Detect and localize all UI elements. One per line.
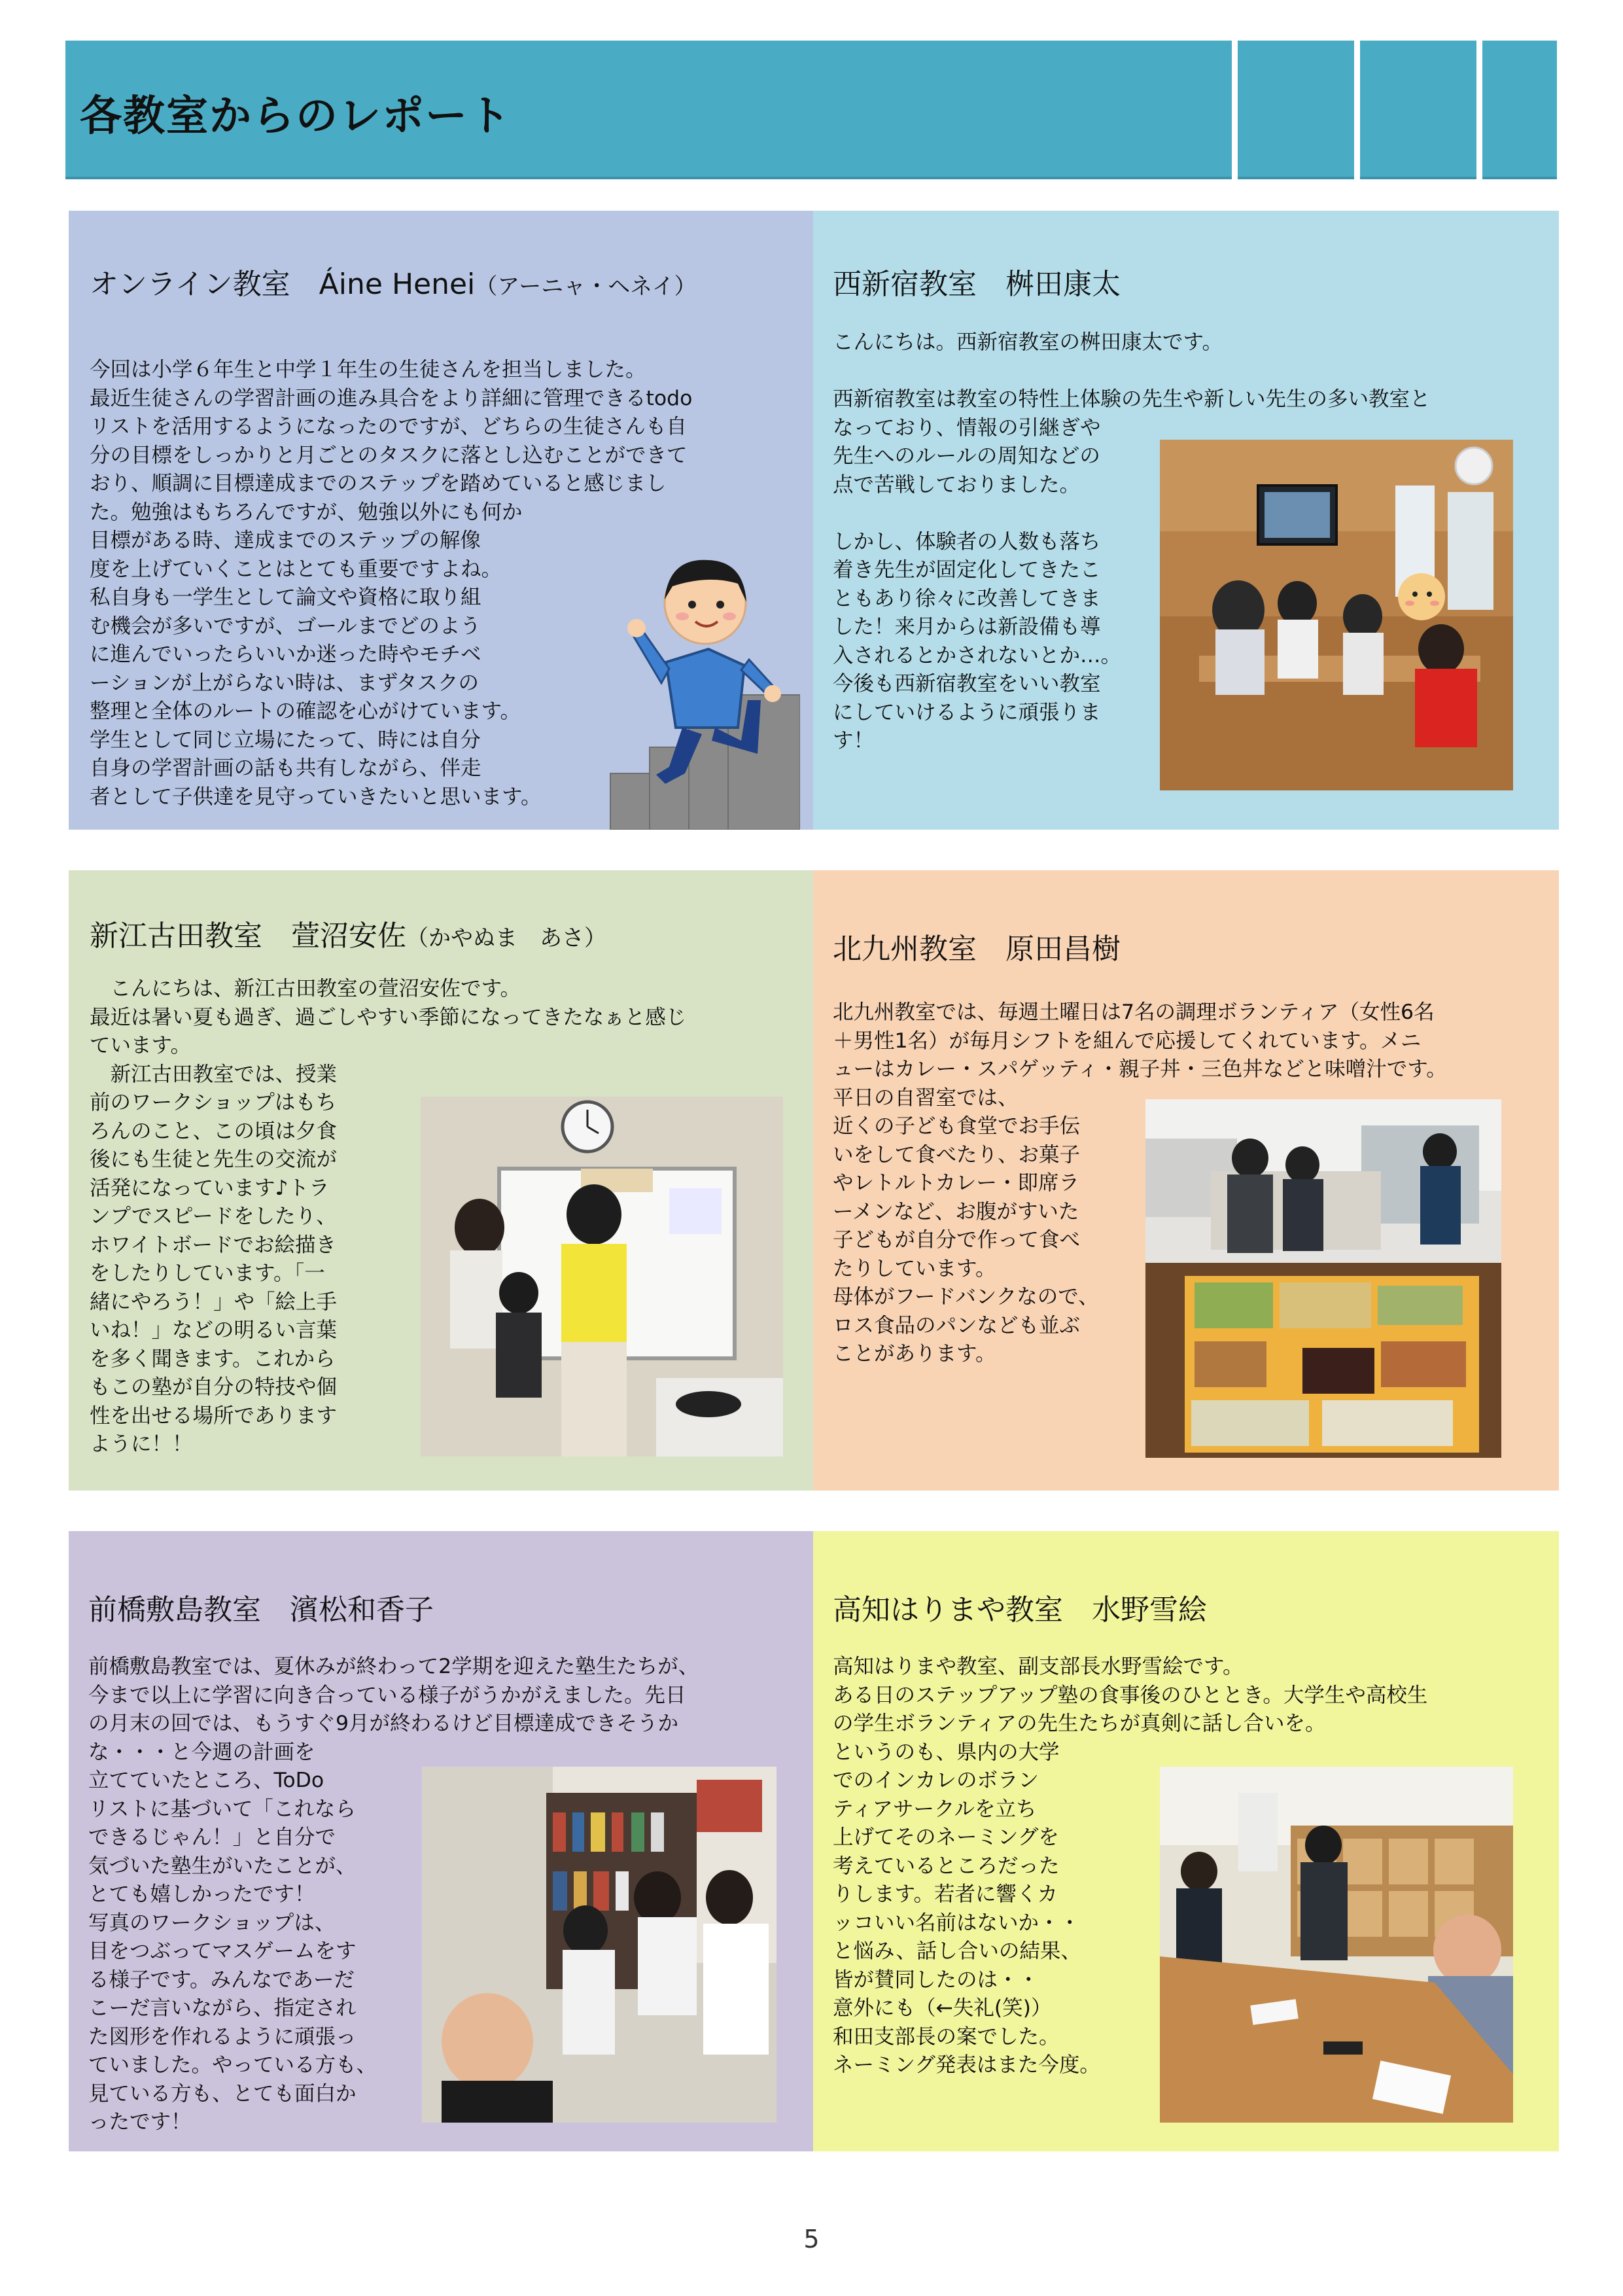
panel-title: 北九州教室 原田昌樹: [833, 932, 1121, 966]
text-line: 前橋敷島教室では、夏休みが終わって2学期を迎えた塾生たちが、: [88, 1655, 699, 1678]
text-line: と悩み、話し合いの結果、: [833, 1939, 1081, 1963]
text-line: いね！」などの明るい言葉: [90, 1318, 338, 1342]
text-line: 和田支部長の案でした。: [833, 2024, 1060, 2049]
text-line: ともあり徐々に改善してきま: [833, 586, 1101, 610]
title-sub: （アーニャ・ヘネイ）: [475, 274, 697, 300]
text-line: の月末の回では、もうすぐ9月が終わるけど目標達成できそうか: [88, 1712, 679, 1735]
text-line: 新江古田教室では、授業: [90, 1062, 338, 1086]
header-block: [1360, 41, 1476, 179]
text-line: 整理と全体のルートの確認を心がけています。: [90, 699, 521, 723]
page-number: 5: [803, 2225, 820, 2253]
text-line: ていました。やっている方も、: [88, 2053, 377, 2077]
classroom-photo: [1160, 440, 1513, 790]
text-line: にしていけるように頑張りま: [833, 700, 1101, 724]
title-sub: （かやぬま あさ）: [406, 925, 606, 951]
text-line: 今まで以上に学習に向き合っている様子がうかがえました。先日: [88, 1683, 686, 1707]
header-block: [1238, 41, 1354, 179]
text-line: ホワイトボードでお絵描き: [90, 1233, 337, 1257]
panel-kitakyushu: [813, 870, 1559, 1491]
text-line: 私自身も一学生として論文や資格に取り組: [90, 586, 481, 609]
text-line: ています。: [90, 1034, 191, 1057]
text-line: た。勉強はもちろんですが、勉強以外にも何か: [90, 500, 523, 524]
text-line: 入されるとかされないとか…。: [833, 643, 1122, 667]
text-line: 分の目標をしっかりと月ごとのタスクに落とし込むことができて: [90, 443, 688, 467]
text-line: 自身の学習計画の話も共有しながら、伴走: [90, 756, 481, 780]
text-line: 目をつぶってマスゲームをす: [88, 1939, 357, 1963]
text-line: ように！！: [90, 1432, 193, 1456]
text-line: ことがあります。: [833, 1342, 996, 1366]
text-line: む機会が多いですが、ゴールまでどのよう: [90, 614, 481, 638]
text-line: こんにちは、新江古田教室の萱沼安佐です。: [90, 977, 521, 1000]
text-line: 北九州教室では、毎週土曜日は7名の調理ボランティア（女性6名: [833, 1000, 1435, 1024]
text-line: 前のワークショップはもち: [90, 1091, 337, 1114]
text-line: の学生ボランティアの先生たちが真剣に話し合いを。: [833, 1712, 1326, 1735]
panel-title: [90, 912, 606, 954]
panel-text: [90, 356, 692, 811]
panel-title: [90, 260, 697, 302]
text-line: たりしています。: [833, 1256, 996, 1280]
title-main: オンライン教室 Áine Henei: [90, 268, 476, 301]
text-line: 母体がフードバンクなので、: [833, 1285, 1099, 1309]
text-line: 写真のワークショップは、: [88, 1911, 336, 1935]
panel-title: 高知はりまや教室 水野雪絵: [833, 1593, 1207, 1627]
text-line: 者として子供達を見守っていきたいと思います。: [90, 785, 542, 809]
text-line: 子どもが自分で作って食べ: [833, 1228, 1081, 1252]
text-line: 平日の自習室では、: [833, 1086, 1019, 1110]
text-line: を多く聞きます。これから: [90, 1347, 336, 1371]
title-main: 新江古田教室 萱沼安佐: [90, 919, 406, 953]
text-line: 高知はりまや教室、副支部長水野雪絵です。: [833, 1655, 1244, 1678]
text-line: できるじゃん！」と自分で: [88, 1826, 336, 1849]
text-line: こんにちは。西新宿教室の桝田康太です。: [833, 330, 1223, 354]
student-climbing-stairs-illustration: [604, 531, 800, 830]
text-line: ＋男性1名）が毎月シフトを組んで応援してくれています。メニ: [833, 1029, 1422, 1053]
text-line: りします。若者に響くカ: [833, 1882, 1058, 1906]
text-line: に進んでいったらいいか迷った時やモチベ: [90, 643, 481, 666]
page-header: [65, 41, 1232, 179]
text-line: ろんのこと、この頃は夕食: [90, 1119, 338, 1143]
text-line: リストに基づいて「これなら: [88, 1797, 356, 1821]
text-line: 意外にも（←失礼(笑)）: [833, 1996, 1052, 2020]
text-line: 立てていたところ、ToDo: [88, 1769, 324, 1792]
text-line: る様子です。みんなであーだ: [88, 1968, 355, 1992]
text-line: 今回は小学６年生と中学１年生の生徒さんを担当しました。: [90, 358, 646, 381]
text-line: なっており、情報の引継ぎや: [833, 415, 1101, 440]
text-line: 後にも生徒と先生の交流が: [90, 1148, 338, 1171]
text-line: というのも、県内の大学: [833, 1740, 1060, 1764]
page-title: 各教室からのレポート: [80, 92, 512, 141]
text-line: す！: [833, 729, 875, 752]
text-line: ンプでスピードをしたり、: [90, 1205, 337, 1228]
text-line: 上げてそのネーミングを: [833, 1826, 1059, 1849]
text-line: しかし、体験者の人数も落ち: [833, 529, 1101, 554]
text-line: ューはカレー・スパゲッティ・親子丼・三色丼などと味噌汁です。: [833, 1057, 1447, 1081]
text-line: をしたりしています。「一: [90, 1262, 325, 1285]
text-line: 皆が賛同したのは・・: [833, 1968, 1039, 1992]
text-line: おり、順調に目標達成までのステップを踏めていると感じまし: [90, 472, 667, 495]
text-line: した！来月からは新設備も導: [833, 615, 1101, 639]
text-line: 気づいた塾生がいたことが、: [88, 1854, 357, 1878]
panel-shinegota: [69, 870, 813, 1491]
text-line: な・・・と今週の計画を: [88, 1740, 315, 1764]
text-line: 緒にやろう！」や「絵上手: [90, 1290, 338, 1314]
text-line: 考えているところだった: [833, 1854, 1060, 1878]
text-line: こーだ言いながら、指定され: [88, 1996, 357, 2020]
text-line: ーションが上がらない時は、まずタスクの: [90, 671, 480, 695]
whiteboard-photo: [421, 1097, 783, 1457]
text-line: 度を上げていくことはとても重要ですよね。: [90, 557, 502, 581]
text-line: 学生として同じ立場にたって、時には自分: [90, 728, 481, 752]
text-line: とても嬉しかったです！: [88, 1882, 315, 1906]
text-line: やレトルトカレー・即席ラ: [833, 1171, 1080, 1195]
text-line: た図形を作れるように頑張っ: [88, 2024, 357, 2049]
text-line: 先生へのルールの周知などの: [833, 444, 1100, 468]
text-line: ネーミング発表はまた今度。: [833, 2053, 1100, 2077]
text-line: 今後も西新宿教室をいい教室: [833, 672, 1101, 696]
panel-nishishinjuku: [813, 211, 1559, 830]
text-line: ーメンなど、お腹がすいた: [833, 1199, 1079, 1224]
food-table-photo: [1145, 1099, 1501, 1458]
text-line: ティアサークルを立ち: [833, 1797, 1037, 1821]
text-line: でのインカレのボラン: [833, 1769, 1039, 1792]
text-line: 点で苦戦しておりました。: [833, 472, 1081, 497]
text-line: 目標がある時、達成までのステップの解像: [90, 529, 481, 552]
workshop-photo: [422, 1767, 777, 2123]
panel-title: 前橋敷島教室 濱松和香子: [88, 1593, 434, 1627]
text-line: 活発になっています♪トラ: [90, 1176, 330, 1200]
text-line: リストを活用するようになったのですが、どちらの生徒さんも自: [90, 415, 687, 438]
text-line: 最近は暑い夏も過ぎ、過ごしやすい季節になってきたなぁと感じ: [90, 1005, 687, 1029]
text-line: ッコいい名前はないか・・: [833, 1911, 1081, 1935]
text-line: [833, 357, 1431, 386]
meeting-photo: [1160, 1767, 1513, 2123]
text-line: いをして食べたり、お菓子: [833, 1142, 1081, 1167]
text-line: 性を出せる場所であります: [90, 1404, 338, 1428]
panel-title: 西新宿教室 桝田康太: [833, 268, 1121, 301]
panel-maebashi: [69, 1531, 813, 2151]
text-line: 着き先生が固定化してきたこ: [833, 558, 1101, 582]
text-line: ったです！: [88, 2110, 192, 2134]
text-line: 最近生徒さんの学習計画の進み具合をより詳細に管理できるtodo: [90, 386, 693, 410]
text-line: ロス食品のパンなども並ぶ: [833, 1313, 1081, 1337]
text-line: 西新宿教室は教室の特性上体験の先生や新しい先生の多い教室と: [833, 387, 1431, 411]
text-line: 近くの子ども食堂でお手伝: [833, 1114, 1081, 1138]
panel-online: [69, 211, 813, 830]
header-block: [1482, 41, 1557, 179]
text-line: 見ている方も、とても面白か: [88, 2081, 357, 2106]
panel-kochi: [813, 1531, 1559, 2151]
text-line: ある日のステップアップ塾の食事後のひととき。大学生や高校生: [833, 1683, 1428, 1707]
text-line: もこの塾が自分の特技や個: [90, 1375, 338, 1399]
